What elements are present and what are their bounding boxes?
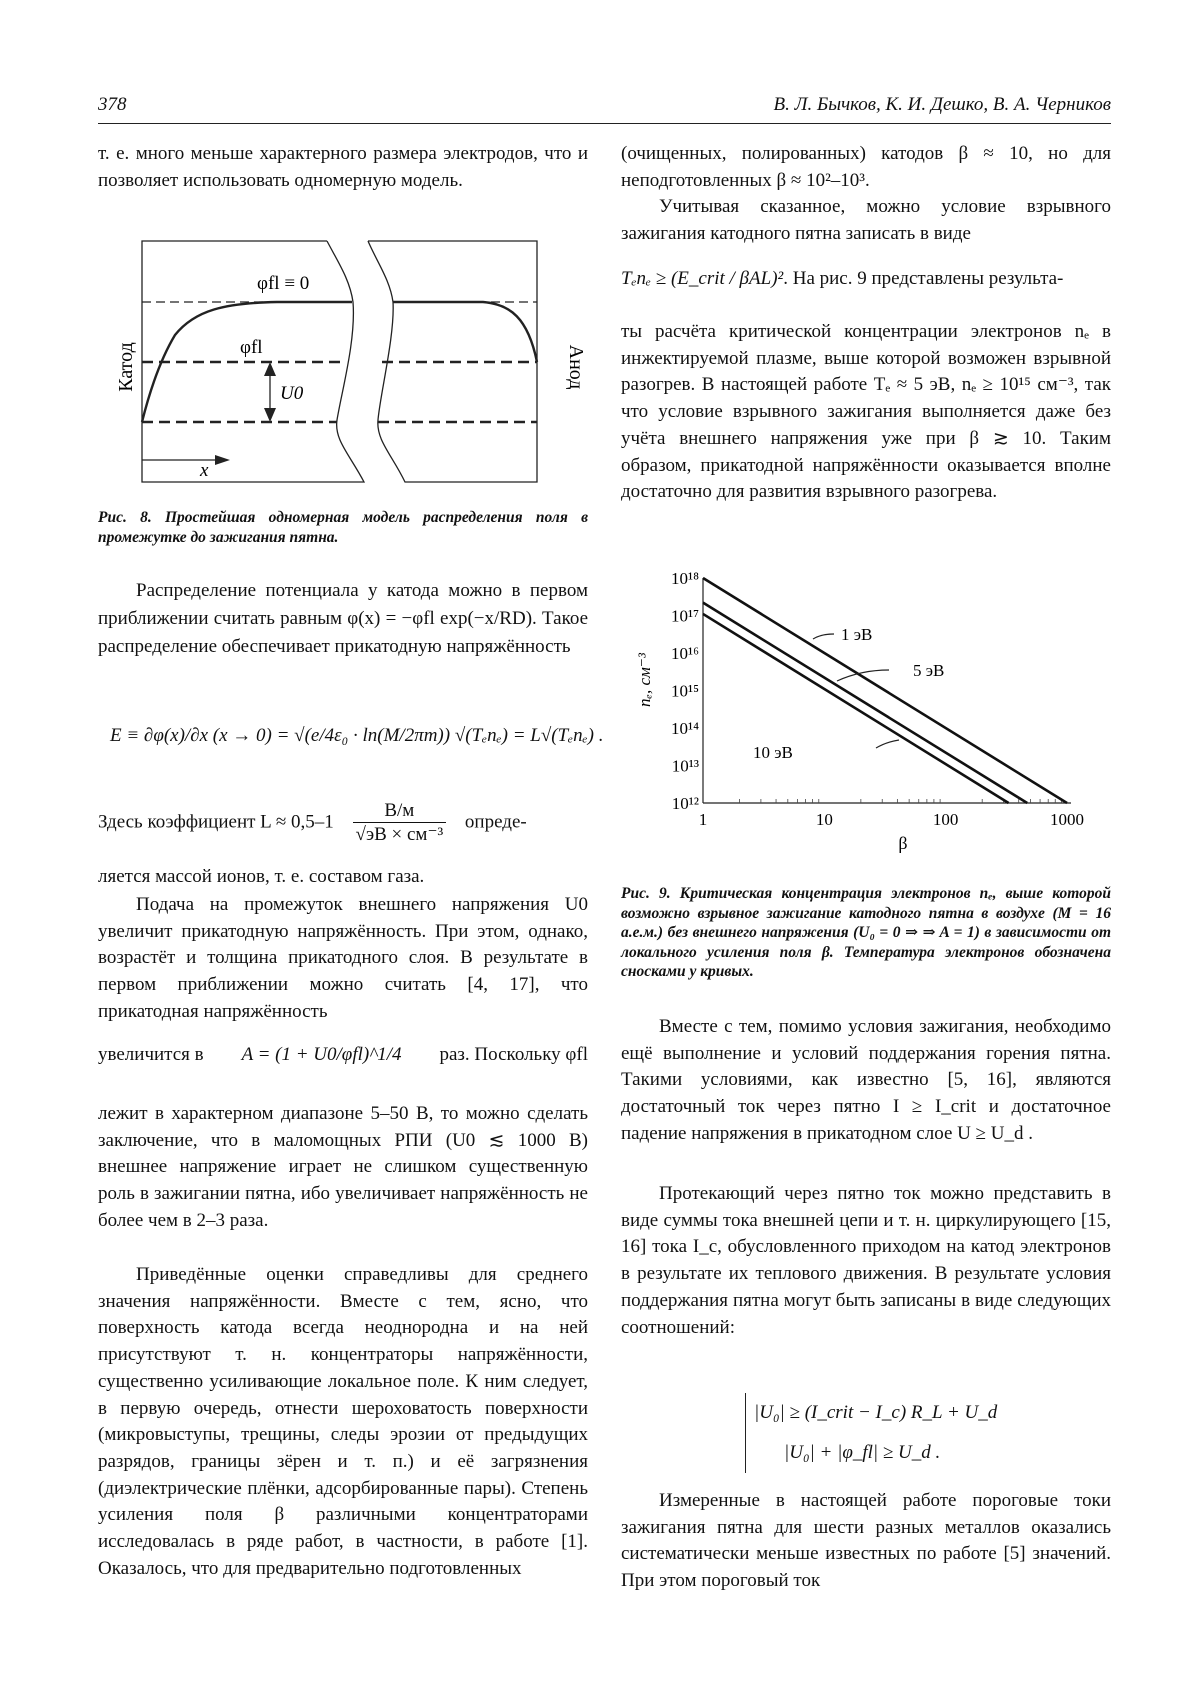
paragraph: ты расчёта критической концентрации электронов nₑ в инжектируемой плазме, выше которой возможен взрывной разогрев. В настоящей работе Tₑ ≈ 5 эВ, nₑ ≥ 10¹⁵ см⁻³, так что условие взрывного зажигания выполняется даже без учёта внешнего напряжения уже при β ≳ 10. Таким образом, прикатодной напряжённости оказывается вполне достаточно для развития взрывного разогрева. xyxy=(621,319,1111,506)
paragraph: Измеренные в настоящей работе пороговые токи зажигания пятна для шести разных металлов оказались систематически меньше известных по работе [5] значений. При этом пороговый ток xyxy=(621,1488,1111,1595)
paragraph: т. е. много меньше характерного размера электродов, что и позволяет использовать одномерную модель. xyxy=(98,141,588,194)
label-u0: U0 xyxy=(280,383,304,404)
y-tick-label: 10¹⁷ xyxy=(671,607,699,626)
denominator: √эВ × см⁻³ xyxy=(353,823,447,846)
figure-9-caption: Рис. 9. Критическая концентрация электронов nₑ, выше которой возможно взрывное зажигание катодного пятна в воздухе (M = 16 а.е.м.) без внешнего напряжения (U₀ = 0 ⇒ ⇒ A = 1) в зависимости от локального усиления поля β. Температура электронов обозначена сносками у кривых. xyxy=(621,884,1111,982)
y-tick-label: 10¹⁵ xyxy=(671,682,699,701)
unit-fraction xyxy=(353,800,447,846)
figure-9-chart xyxy=(621,560,1111,860)
x-tick-label: 10 xyxy=(816,810,833,829)
series-annotation: 5 эВ xyxy=(913,661,944,680)
series-annotation: 10 эВ xyxy=(753,743,793,762)
label-cathode: Катод xyxy=(115,342,137,392)
numerator: В/м xyxy=(353,800,447,823)
leader-line xyxy=(813,634,834,639)
series-line-1эВ xyxy=(703,578,1067,803)
paragraph: ляется массой ионов, т. е. составом газа. xyxy=(98,864,588,891)
y-tick-label: 10¹² xyxy=(672,794,699,813)
header-rule xyxy=(98,123,1111,124)
y-tick-label: 10¹⁶ xyxy=(671,644,699,663)
figure-8-caption: Рис. 8. Простейшая одномерная модель распределения поля в промежутке до зажигания пятна. xyxy=(98,508,588,547)
paragraph: лежит в характерном диапазоне 5–50 В, то можно сделать заключение, что в маломощных РПИ (U0 ≲ 1000 В) внешнее напряжение играет не слишком существенную роль в зажигании пятна, ибо увеличивает напряжённость не более чем в 2–3 раза. xyxy=(98,1101,588,1235)
formula-E: E ≡ ∂φ(x)/∂x (x → 0) = √(e/4ε₀ · ln(M/2πm)) √(Tₑnₑ) = L√(Tₑnₑ) . xyxy=(110,725,603,747)
formula-A: A = (1 + U0/φfl)^1/4 xyxy=(242,1044,402,1066)
label-phi-zero: φfl ≡ 0 xyxy=(257,273,309,294)
paragraph: Учитывая сказанное, можно условие взрывного зажигания катодного пятна записать в виде xyxy=(621,194,1111,247)
label-x: x xyxy=(199,460,209,481)
formula-line-T xyxy=(621,268,1063,290)
text: . На рис. 9 представлены результа- xyxy=(783,268,1063,289)
paragraph: Подача на промежуток внешнего напряжения U0 увеличит прикатодную напряжённость. При этом, однако, возрастёт и толщина прикатодного слоя. В результате в первом приближении можно считать [4, 17], что прикатодная напряжённость xyxy=(98,892,588,1026)
label-anode: Анод xyxy=(565,345,587,390)
text: увеличится в xyxy=(98,1044,204,1066)
system-line-1: |U₀| ≥ (I_crit − I_c) R_L + U_d xyxy=(754,1393,997,1433)
x-tick-label: 1 xyxy=(699,810,708,829)
y-tick-label: 10¹⁸ xyxy=(671,569,699,588)
paragraph: Приведённые оценки справедливы для среднего значения напряжённости. Вместе с тем, ясно, что поверхность катода всегда неоднородна и на ней присутствуют т. н. концентраторы напряжённости, существенно усиливающие локальное поле. К ним следует, в первую очередь, отнести шероховатость поверхности (микровыступы, трещины, следы эрозии от предыдущих разрядов, границы зёрен и т. п.) и её загрязнения (диэлектрические плёнки, адсорбированные пары). Степень усиления поля β различными концентраторами исследовалась в ряде работ, в частности, в работе [1]. Оказалось, что для предварительно подготовленных xyxy=(98,1262,588,1582)
text: Здесь коэффициент L ≈ 0,5–1 xyxy=(98,811,334,832)
paragraph: Распределение потенциала у катода можно в первом приближении считать равным φ(x) = −φfl exp(−x/RD). Такое распределение обеспечивает прикатодную напряжённость xyxy=(98,577,588,661)
paragraph: (очищенных, полированных) катодов β ≈ 10, но для неподготовленных β ≈ 10²–10³. xyxy=(621,141,1111,194)
paragraph: Протекающий через пятно ток можно представить в виде суммы тока внешней цепи и т. н. циркулирующего [15, 16] тока I_c, обусловленного приходом на катод электронов в результате их теплового движения. В результате условия поддержания пятна могут быть записаны в виде следующих соотношений: xyxy=(621,1181,1111,1341)
leader-line xyxy=(876,740,899,748)
y-axis-label: nₑ, см⁻³ xyxy=(635,652,654,707)
series-annotation: 1 эВ xyxy=(841,625,872,644)
formula-line-L xyxy=(98,800,527,846)
formula-line-A xyxy=(98,1044,588,1066)
formula-system xyxy=(745,1393,997,1473)
label-phi: φfl xyxy=(240,337,263,358)
y-tick-label: 10¹³ xyxy=(672,757,699,776)
paragraph: Вместе с тем, помимо условия зажигания, необходимо ещё выполнение и условий поддержания горения пятна. Такими условиями, как известно [5, 16], являются достаточный ток через пятно I ≥ I_crit и достаточное падение напряжения в прикатодном слое U ≥ U_d . xyxy=(621,1014,1111,1148)
y-tick-label: 10¹⁴ xyxy=(671,719,699,738)
formula-T: Tₑnₑ ≥ (E_crit / βAL)² xyxy=(621,268,783,289)
system-line-2: |U₀| + |φ_fl| ≥ U_d . xyxy=(754,1433,997,1473)
x-tick-label: 100 xyxy=(933,810,959,829)
x-tick-label: 1000 xyxy=(1050,810,1084,829)
text: раз. Поскольку φfl xyxy=(439,1044,588,1066)
figure-8 xyxy=(100,235,580,495)
x-axis-label: β xyxy=(898,833,907,853)
potential-curve-right xyxy=(393,302,537,362)
running-header-authors: В. Л. Бычков, К. И. Дешко, В. А. Черников xyxy=(774,94,1111,116)
page-number: 378 xyxy=(98,94,127,116)
text: опреде- xyxy=(465,811,527,832)
